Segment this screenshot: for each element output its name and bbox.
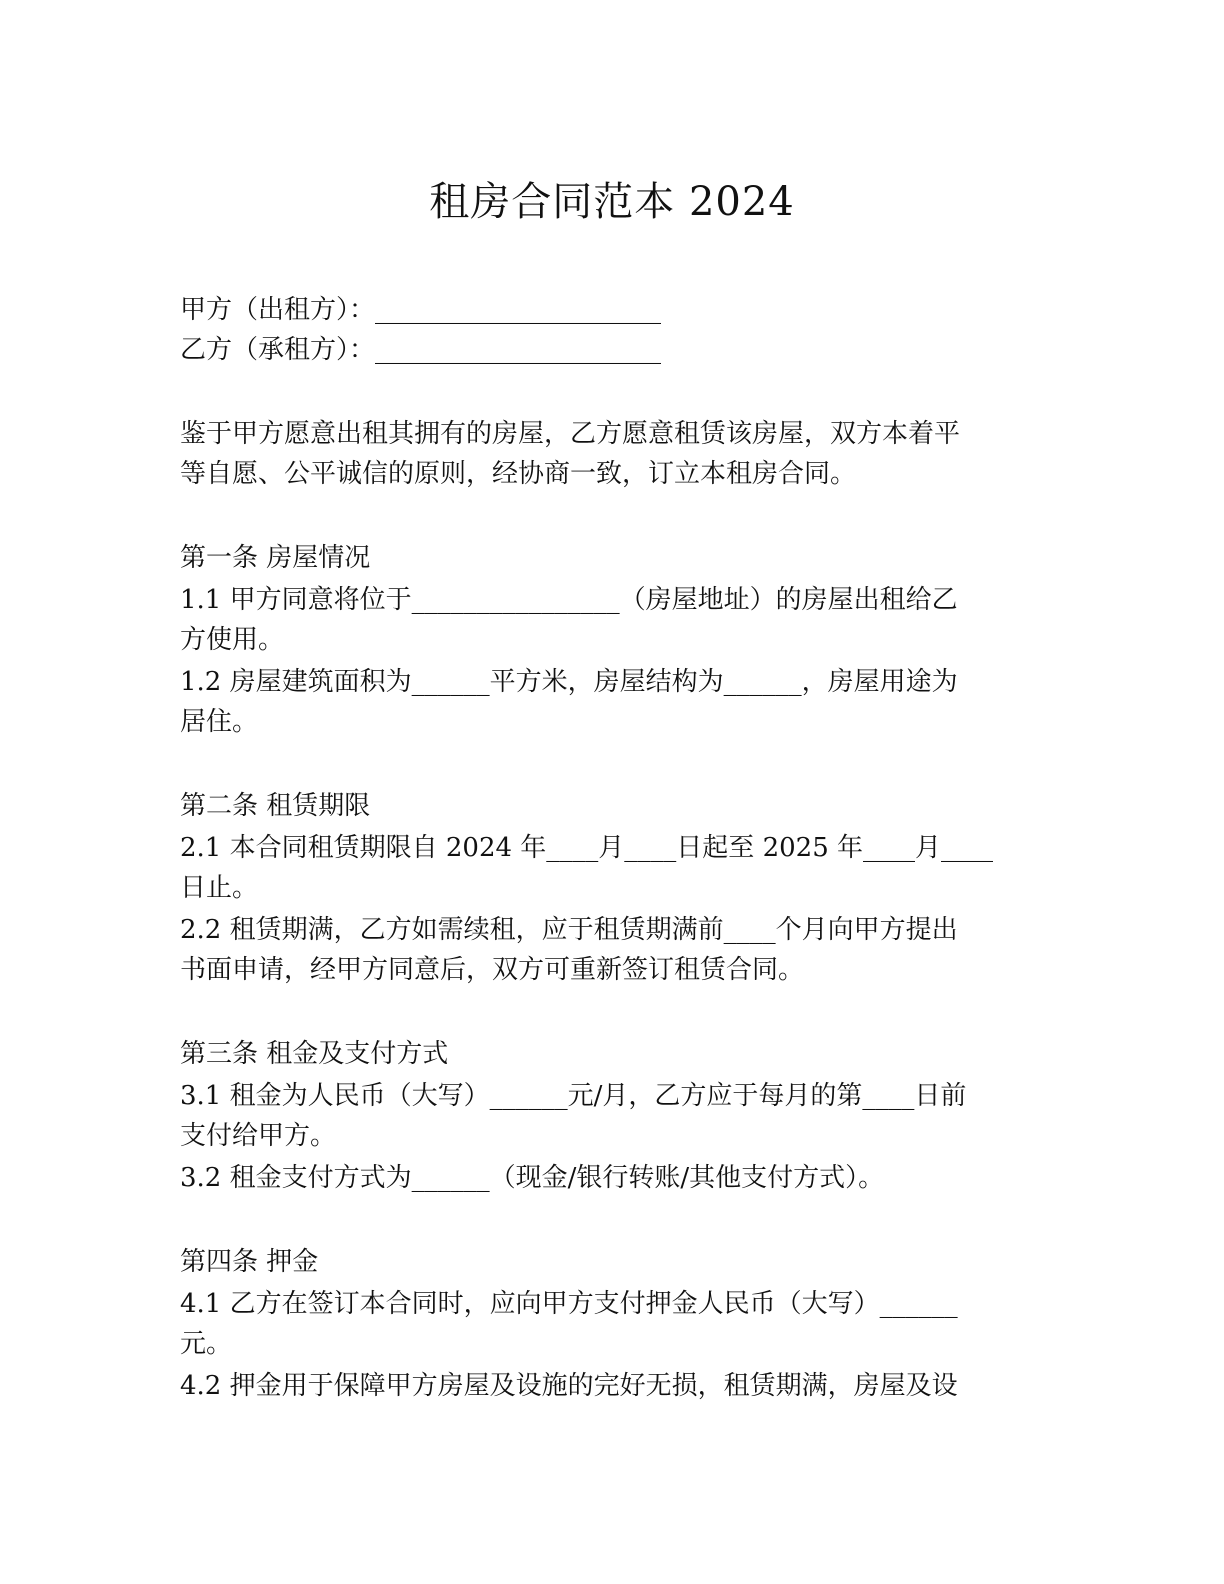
clause-line: 方使用。	[180, 625, 285, 655]
clause-line: 书面申请，经甲方同意后，双方可重新签订租赁合同。	[180, 955, 805, 985]
clause-line: 元。	[180, 1329, 233, 1359]
clause-line: 3.2 租金支付方式为______（现金/银行转账/其他支付方式）。	[180, 1163, 885, 1193]
clause-line: 4.1 乙方在签订本合同时，应向甲方支付押金人民币（大写）______	[180, 1289, 958, 1319]
party-a-line: 甲方（出租方）：______________________	[180, 295, 662, 325]
clause-line: 支付给甲方。	[180, 1121, 337, 1151]
section-heading: 第二条 租赁期限	[180, 791, 371, 821]
clause-line: 居住。	[180, 707, 259, 737]
party-b-line: 乙方（承租方）：______________________	[180, 335, 662, 365]
clause-line: 1.1 甲方同意将位于________________（房屋地址）的房屋出租给乙	[180, 585, 958, 615]
section-heading: 第三条 租金及支付方式	[180, 1039, 449, 1069]
clause-line: 2.1 本合同租赁期限自 2024 年____月____日起至 2025 年____月____	[180, 833, 994, 863]
clause-line: 2.2 租赁期满，乙方如需续租，应于租赁期满前____个月向甲方提出	[180, 915, 958, 945]
preamble-line: 等自愿、公平诚信的原则，经协商一致，订立本租房合同。	[180, 459, 857, 489]
section-heading: 第一条 房屋情况	[180, 543, 371, 573]
clause-line: 4.2 押金用于保障甲方房屋及设施的完好无损，租赁期满，房屋及设	[180, 1371, 958, 1401]
section-heading: 第四条 押金	[180, 1247, 319, 1277]
clause-line: 日止。	[180, 873, 259, 903]
clause-line: 1.2 房屋建筑面积为______平方米，房屋结构为______，房屋用途为	[180, 667, 958, 697]
preamble-line: 鉴于甲方愿意出租其拥有的房屋，乙方愿意租赁该房屋，双方本着平	[180, 419, 961, 449]
document-title: 租房合同范本 2024	[429, 179, 795, 225]
clause-line: 3.1 租金为人民币（大写）______元/月，乙方应于每月的第____日前	[180, 1081, 967, 1111]
